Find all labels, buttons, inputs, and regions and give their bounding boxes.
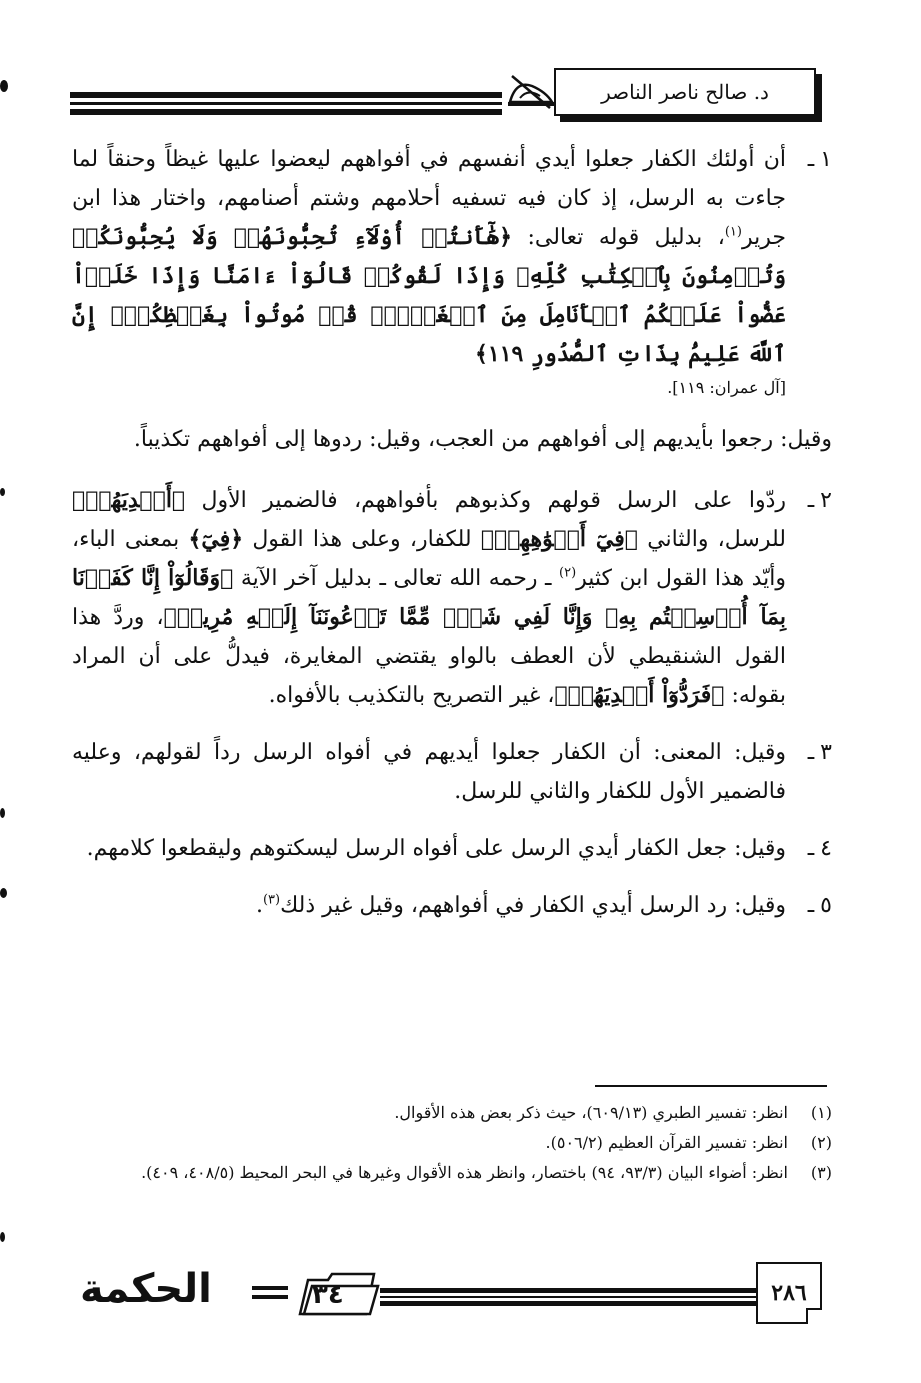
text-run: ، وردَّ هذا القول الشنقيطي لأن العطف بالواو يقتضي المغايرة، فيدلُّ على أن المراد بقوله: <box>72 605 786 708</box>
text-run: ردّوا على الرسل قولهم وكذبوهم بأفواههم، فالضمير الأول <box>185 488 786 513</box>
footnote-ref[interactable]: (١) <box>724 224 742 240</box>
quran-verse: ﴿هَٰٓأَنتُمۡ أُوْلَآءِ تُحِبُّونَهُمۡ وَلَا يُحِبُّونَكُمۡ وَتُؤۡمِنُونَ بِٱلۡكِتَٰبِ كُلِّهِۦ وَإِذَا لَقُوكُمۡ قَالُوٓاْ ءَامَنَّا وَإِذَا خَلَوۡاْ عَضُّواْ عَلَيۡكُمُ ٱلۡأَنَامِلَ مِنَ ٱلۡغَيۡظِۚ قُلۡ مُوتُواْ بِغَيۡظِكُمۡۗ إِنَّ ٱللَّهَ عَلِيمُۢ بِذَاتِ ٱلصُّدُورِ ١١٩﴾ <box>72 224 786 367</box>
text-run: للرسل، والثاني <box>637 527 786 552</box>
text-run: أن أولئك الكفار جعلوا أيدي أنفسهم في أفواههم ليعضوا عليها غيظاً وحنقاً لما جاءت به الرسل، إذ كان فيه تسفيه أحلامهم وشتم أصنامهم، واختار هذا ابن جرير <box>72 147 786 250</box>
scan-mark <box>0 488 5 496</box>
header-rule <box>70 92 502 119</box>
author-box <box>554 68 816 116</box>
footnote-separator <box>595 1085 827 1087</box>
item-number: ٢ <box>820 488 832 513</box>
item-number: ٣ <box>820 740 832 765</box>
author-name: د. صالح ناصر الناصر <box>601 80 769 104</box>
page-footer <box>80 1262 840 1332</box>
footnote-text: انظر: تفسير القرآن العظيم (٥٠٦/٢). <box>545 1133 788 1152</box>
text-run: ـ رحمه الله تعالى ـ بدليل آخر الآية <box>233 566 559 591</box>
footnote-text: انظر: تفسير الطبري (٦٠٩/١٣)، حيث ذكر بعض هذه الأقوال. <box>394 1103 788 1122</box>
quran-word: ﴿فِيٓ﴾ <box>188 526 244 552</box>
item-number: ٤ <box>820 836 832 861</box>
text-run: بمعنى الباء، وأيّد هذا القول ابن كثير <box>72 527 786 591</box>
text-run: . <box>255 893 263 918</box>
list-item <box>72 829 832 868</box>
footnote-ref[interactable]: (٢) <box>559 565 577 581</box>
item-dash: ـ <box>807 836 815 861</box>
text-run: للكفار، وعلى هذا القول <box>243 527 481 552</box>
footnote <box>78 1158 832 1188</box>
text-run: ، بدليل قوله تعالى: <box>512 225 725 250</box>
quran-word: ﴿فَرَدُّوٓاْ أَيۡدِيَهُمۡ﴾ <box>554 682 725 708</box>
footnote <box>78 1098 832 1128</box>
footnote-number: (٣) <box>810 1163 832 1182</box>
text-run: وقيل: رد الرسل أيدي الكفار في أفواههم، وقيل غير ذلك <box>280 893 786 918</box>
item-text <box>72 481 786 715</box>
verse-citation: [آل عمران: ١١٩]. <box>667 378 786 397</box>
footnote-number: (١) <box>810 1103 832 1122</box>
item-text: وقيل: المعنى: أن الكفار جعلوا أيديهم في أفواه الرسل رداً لقولهم، وعليه فالضمير الأول للكفار والثاني للرسل. <box>72 740 786 804</box>
page-number-box <box>756 1262 822 1324</box>
magazine-logo: الحكمة <box>80 1266 212 1312</box>
item-dash: ـ <box>807 740 815 765</box>
paragraph: وقيل: رجعوا بأيديهم إلى أفواههم من العجب، وقيل: ردوها إلى أفواههم تكذيباً. <box>133 427 832 452</box>
footer-rule-short <box>252 1286 288 1304</box>
list-item <box>72 481 832 715</box>
list-item <box>72 886 832 925</box>
item-number: ١ <box>820 147 832 172</box>
item-number: ٥ <box>820 893 832 918</box>
item-dash: ـ <box>807 893 815 918</box>
footnote-text: انظر: أضواء البيان (٩٣/٣، ٩٤) باختصار، وانظر هذه الأقوال وغيرها في البحر المحيط (٤٠٨/٥، ٤٠٩). <box>141 1163 788 1182</box>
quran-verse: ﴿وَقَالُوٓاْ إِنَّا كَفَرۡنَا بِمَآ أُرۡسِلۡتُم بِهِۦ وَإِنَّا لَفِي شَكّٖ مِّمَّا تَدۡعُونَنَآ إِلَيۡهِ مُرِيبٖ﴾ <box>72 565 786 630</box>
footnotes <box>78 1098 832 1188</box>
pen-emblem-icon <box>506 72 556 112</box>
main-text <box>72 140 832 943</box>
item-text <box>72 886 786 925</box>
footnote-ref[interactable]: (٣) <box>262 892 281 908</box>
scan-mark <box>0 80 8 92</box>
list-item <box>72 140 832 402</box>
scan-mark <box>0 808 5 818</box>
page-number: ٢٨٦ <box>771 1280 807 1306</box>
footer-rule <box>380 1288 758 1309</box>
issue-number: ٣٤ <box>312 1280 344 1310</box>
scan-mark <box>0 888 7 898</box>
scan-mark <box>0 1232 5 1242</box>
quran-word: ﴿أَيۡدِيَهُمۡ﴾ <box>72 487 186 513</box>
item-text: وقيل: جعل الكفار أيدي الرسل على أفواه الرسل ليسكتوهم وليقطعوا كلامهم. <box>86 836 786 861</box>
item-text <box>72 140 786 402</box>
page-header <box>70 60 820 120</box>
item-dash: ـ <box>807 147 815 172</box>
text-run: ، غير التصريح بالتكذيب بالأفواه. <box>268 683 555 708</box>
item-dash: ـ <box>807 488 815 513</box>
footnote-number: (٢) <box>810 1133 832 1152</box>
quran-word: ﴿فِيٓ أَفۡوَٰهِهِمۡ﴾ <box>480 526 638 552</box>
list-item <box>72 733 832 811</box>
footnote <box>78 1128 832 1158</box>
